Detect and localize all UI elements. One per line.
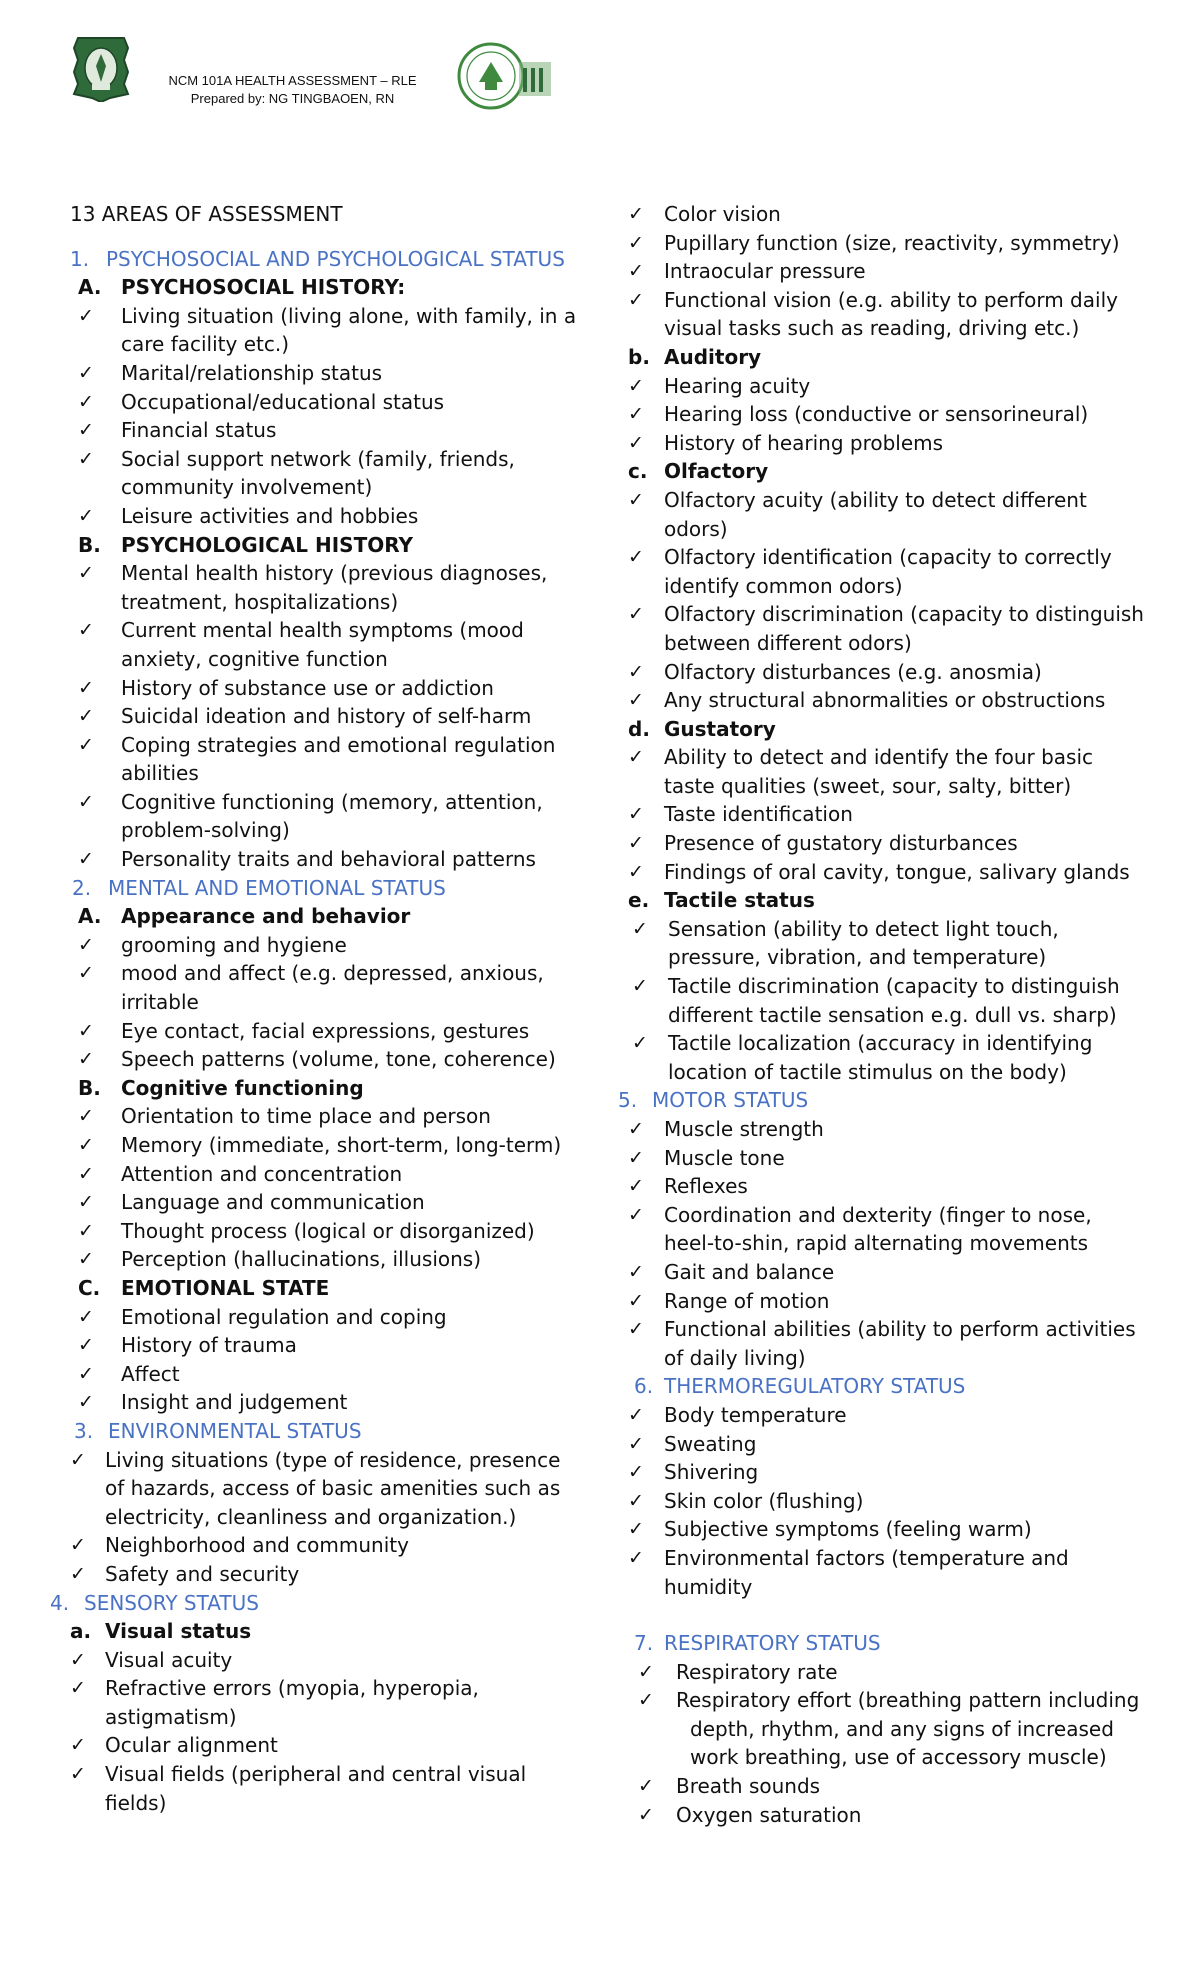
checklist-item-text: Perception (hallucinations, illusions) — [121, 1247, 482, 1272]
checklist-item-text: History of trauma — [121, 1333, 297, 1358]
checkmark-icon: ✓ — [78, 1105, 94, 1128]
checkmark-icon: ✓ — [628, 1432, 644, 1455]
checklist-item-text: Coordination and dexterity (finger to nose, heel-to-shin, rapid alternating movements — [664, 1202, 1092, 1256]
checkmark-icon: ✓ — [628, 860, 644, 883]
checklist-item — [628, 1172, 1148, 1201]
checklist-item-text: Olfactory discrimination (capacity to distinguish between different odors) — [664, 602, 1144, 655]
subsection-4a-title: Visual status — [105, 1619, 252, 1644]
checklist-item — [628, 229, 1148, 258]
checkmark-icon: ✓ — [78, 933, 94, 956]
checklist-item — [78, 1102, 580, 1131]
checklist-item — [78, 502, 580, 531]
checklist-item-text: mood and affect (e.g. depressed, anxious, irritable — [121, 961, 544, 1015]
subsection-4e-title: Tactile status — [664, 888, 815, 913]
checkmark-icon: ✓ — [70, 1448, 86, 1471]
checklist-item — [78, 1303, 580, 1332]
header-prepared-by: Prepared by: NG TINGBAOEN, RN — [190, 91, 395, 106]
checklist-item-text: Muscle strength — [664, 1117, 824, 1141]
checkmark-icon: ✓ — [628, 1318, 644, 1341]
checkmark-icon: ✓ — [628, 374, 644, 397]
checkmark-icon: ✓ — [70, 1648, 86, 1671]
subsection-1a-list — [70, 302, 580, 531]
document-header — [160, 72, 425, 108]
checklist-item-text: grooming and hygiene — [121, 932, 347, 957]
checklist-item-text: Living situations (type of residence, presence of hazards, access of basic amenities such as electricity, cleanliness and organization.) — [105, 1447, 561, 1529]
section-2-heading — [72, 874, 580, 903]
checklist-item — [628, 1458, 1148, 1487]
checklist-item-text: Functional vision (e.g. ability to perform daily visual tasks such as reading, driving etc.) — [664, 287, 1118, 341]
checklist-item-text: Hearing acuity — [664, 373, 811, 398]
checklist-item — [638, 1658, 1148, 1687]
section-7-list — [628, 1658, 1148, 1830]
checkmark-icon: ✓ — [78, 1362, 94, 1385]
checkmark-icon: ✓ — [632, 975, 648, 998]
checkmark-icon: ✓ — [628, 832, 644, 855]
checkmark-icon: ✓ — [78, 1334, 94, 1357]
checklist-item-text: Sweating — [664, 1431, 757, 1456]
checkmark-icon: ✓ — [78, 390, 94, 413]
right-column — [618, 200, 1148, 1829]
checklist-item — [78, 1331, 580, 1360]
checklist-item — [628, 1201, 1148, 1258]
checklist-item-text: Muscle tone — [664, 1145, 785, 1170]
checkmark-icon: ✓ — [78, 1162, 94, 1185]
subsection-2c-heading — [78, 1274, 580, 1303]
checklist-item-text: Respiratory rate — [676, 1659, 838, 1684]
checklist-item — [78, 731, 580, 788]
checklist-item-text: Range of motion — [664, 1288, 830, 1313]
checkmark-icon: ✓ — [78, 447, 94, 470]
checkmark-icon: ✓ — [628, 431, 644, 454]
section-5-number: 5. — [618, 1088, 638, 1113]
checklist-item-text: Intraocular pressure — [664, 259, 866, 284]
checkmark-icon: ✓ — [628, 1546, 644, 1569]
checklist-item-text: Gait and balance — [664, 1259, 835, 1284]
checkmark-icon: ✓ — [78, 733, 94, 756]
checklist-item-text: Cognitive functioning (memory, attention, problem-solving) — [121, 789, 543, 843]
section-4-number: 4. — [50, 1590, 70, 1615]
subsection-4b-letter: b. — [628, 344, 650, 369]
section-3-list — [70, 1446, 580, 1589]
checklist-item — [70, 1531, 580, 1560]
subsection-2a-heading — [78, 902, 580, 931]
checklist-item-text: Reflexes — [664, 1174, 748, 1199]
checkmark-icon: ✓ — [78, 562, 94, 585]
checklist-item-text: Tactile discrimination (capacity to distinguish different tactile sensation e.g. dull vs. sharp) — [668, 974, 1120, 1027]
checklist-item-text: Taste identification — [664, 802, 853, 827]
checklist-item — [632, 972, 1148, 1029]
checklist-item — [78, 788, 580, 845]
section-3-title: ENVIRONMENTAL STATUS — [108, 1418, 362, 1443]
checklist-item — [628, 257, 1148, 286]
checklist-item-text: Attention and concentration — [121, 1161, 403, 1186]
subsection-1b-heading — [78, 531, 580, 560]
checkmark-icon: ✓ — [78, 1134, 94, 1156]
checklist-item-text: Presence of gustatory disturbances — [664, 831, 1018, 856]
checklist-item — [70, 1646, 580, 1675]
checklist-item — [628, 1144, 1148, 1173]
checkmark-icon: ✓ — [628, 1518, 644, 1541]
checklist-item — [70, 1446, 580, 1532]
checklist-item — [628, 1115, 1148, 1144]
checklist-item — [628, 400, 1148, 429]
subsection-4c-title: Olfactory — [664, 459, 769, 484]
checkmark-icon: ✓ — [628, 746, 644, 769]
checklist-item-text: Leisure activities and hobbies — [121, 503, 419, 528]
checklist-item — [628, 600, 1148, 657]
checkmark-icon: ✓ — [78, 1305, 94, 1328]
checklist-item — [628, 1287, 1148, 1316]
checkmark-icon: ✓ — [628, 1146, 644, 1169]
subsection-2b-list — [70, 1102, 580, 1274]
checklist-item — [78, 445, 580, 502]
checklist-item-text: History of hearing problems — [664, 430, 944, 455]
checklist-item-text: Body temperature — [664, 1402, 847, 1427]
visual-status-continued-list — [628, 200, 1148, 343]
checklist-item-text: Subjective symptoms (feeling warm) — [664, 1517, 1032, 1542]
checklist-item-text: Current mental health symptoms (mood anxiety, cognitive function — [121, 618, 524, 671]
checkmark-icon: ✓ — [78, 962, 94, 985]
checkmark-icon: ✓ — [78, 419, 94, 442]
checkmark-icon: ✓ — [628, 1175, 644, 1198]
subsection-4d-list — [628, 743, 1148, 886]
subsection-1a-heading — [78, 273, 580, 302]
subsection-4a-list — [70, 1646, 580, 1818]
checklist-item-text: Visual acuity — [105, 1647, 233, 1672]
checklist-item — [78, 1131, 580, 1160]
section-5-heading — [618, 1086, 1148, 1115]
subsection-2a-letter: A. — [78, 904, 102, 929]
checkmark-icon: ✓ — [628, 660, 644, 683]
checklist-item-text: Shivering — [664, 1460, 759, 1485]
checklist-item — [638, 1686, 1148, 1772]
checkmark-icon: ✓ — [70, 1534, 86, 1557]
checkmark-icon: ✓ — [628, 1461, 644, 1484]
checkmark-icon: ✓ — [628, 1260, 644, 1283]
checklist-item-text: Ocular alignment — [105, 1733, 278, 1758]
checklist-item — [628, 486, 1148, 543]
checkmark-icon: ✓ — [628, 689, 644, 712]
section-6-number: 6. — [634, 1374, 654, 1399]
subsection-2c-title: EMOTIONAL STATE — [121, 1275, 330, 1300]
checklist-item-text: Pupillary function (size, reactivity, symmetry) — [664, 230, 1120, 255]
checklist-item — [628, 543, 1148, 600]
subsection-4a-letter: a. — [70, 1619, 92, 1644]
section-6-title: THERMOREGULATORY STATUS — [664, 1374, 966, 1399]
section-6-heading — [634, 1372, 1148, 1401]
section-4-title: SENSORY STATUS — [84, 1590, 259, 1615]
subsection-4a-heading — [70, 1617, 580, 1646]
checkmark-icon: ✓ — [70, 1677, 86, 1700]
checkmark-icon: ✓ — [628, 603, 644, 626]
checkmark-icon: ✓ — [638, 1803, 654, 1826]
document-title: 13 AREAS OF ASSESSMENT — [70, 202, 343, 226]
checklist-item-text: Visual fields (peripheral and central visual fields) — [105, 1762, 527, 1815]
section-5-list — [628, 1115, 1148, 1372]
checklist-item — [78, 845, 580, 874]
checkmark-icon: ✓ — [632, 917, 648, 940]
section-4-heading — [50, 1589, 580, 1618]
checklist-item-text: Occupational/educational status — [121, 389, 445, 414]
checklist-item — [628, 686, 1148, 715]
checklist-item-text: Breath sounds — [676, 1774, 821, 1799]
subsection-2b-heading — [78, 1074, 580, 1103]
checklist-item-text: History of substance use or addiction — [121, 675, 494, 700]
checklist-item-text: Tactile localization (accuracy in identifying location of tactile stimulus on the body) — [668, 1031, 1093, 1084]
section-6-list — [628, 1401, 1148, 1601]
checkmark-icon: ✓ — [628, 1403, 644, 1426]
checklist-item — [628, 658, 1148, 687]
checklist-item — [628, 1544, 1148, 1601]
subsection-4b-heading — [628, 343, 1148, 372]
checklist-item-text: Color vision — [664, 202, 781, 226]
checklist-item — [628, 1401, 1148, 1430]
checklist-item — [78, 1045, 580, 1074]
checklist-item-text: Social support network (family, friends, community involvement) — [121, 446, 515, 500]
checklist-item — [78, 1388, 580, 1417]
checklist-item — [628, 743, 1148, 800]
checkmark-icon: ✓ — [628, 403, 644, 426]
checklist-item-text: Affect — [121, 1361, 180, 1386]
checkmark-icon: ✓ — [628, 1289, 644, 1312]
checklist-item-text: Respiratory effort (breathing pattern including depth, rhythm, and any signs of increased work breathing, use of accessory muscle) — [676, 1688, 1140, 1770]
subsection-2b-title: Cognitive functioning — [121, 1075, 364, 1100]
checkmark-icon: ✓ — [628, 1489, 644, 1512]
checkmark-icon: ✓ — [638, 1689, 654, 1712]
checklist-item-text: Skin color (flushing) — [664, 1488, 864, 1513]
section-2-title: MENTAL AND EMOTIONAL STATUS — [108, 875, 446, 900]
checklist-item — [70, 1560, 580, 1589]
checklist-item-text: Financial status — [121, 418, 277, 443]
subsection-4c-heading — [628, 457, 1148, 486]
section-3-number: 3. — [74, 1418, 94, 1443]
checklist-item — [638, 1801, 1148, 1830]
checklist-item — [78, 559, 580, 616]
checklist-item-text: Safety and security — [105, 1561, 300, 1586]
section-1-title: PSYCHOSOCIAL AND PSYCHOLOGICAL STATUS — [106, 246, 565, 271]
checklist-item-text: Mental health history (previous diagnoses, treatment, hospitalizations) — [121, 561, 548, 614]
checkmark-icon: ✓ — [78, 676, 94, 699]
section-7-number: 7. — [634, 1631, 654, 1656]
checkmark-icon: ✓ — [638, 1660, 654, 1683]
checkmark-icon: ✓ — [70, 1763, 86, 1786]
checklist-item — [70, 1760, 580, 1817]
checkmark-icon: ✓ — [78, 619, 94, 642]
checklist-item — [78, 416, 580, 445]
checkmark-icon: ✓ — [78, 1191, 94, 1214]
subsection-4b-title: Auditory — [664, 344, 762, 369]
checklist-item — [78, 1160, 580, 1189]
checklist-item-text: Functional abilities (ability to perform activities of daily living) — [664, 1317, 1136, 1370]
checklist-item-text: Insight and judgement — [121, 1390, 348, 1415]
checklist-item-text: Marital/relationship status — [121, 360, 383, 385]
checklist-item — [78, 359, 580, 388]
checkmark-icon: ✓ — [78, 848, 94, 871]
checklist-item-text: Refractive errors (myopia, hyperopia, astigmatism) — [105, 1676, 479, 1729]
checklist-item-text: Speech patterns (volume, tone, coherence) — [121, 1047, 556, 1072]
checklist-item — [78, 931, 580, 960]
checkmark-icon: ✓ — [628, 488, 644, 511]
checklist-item — [628, 372, 1148, 401]
checklist-item-text: Emotional regulation and coping — [121, 1304, 447, 1329]
checklist-item — [78, 1017, 580, 1046]
checklist-item — [628, 1487, 1148, 1516]
checklist-item-text: Personality traits and behavioral patterns — [121, 847, 536, 872]
checklist-item — [628, 1515, 1148, 1544]
subsection-4b-list — [628, 372, 1148, 458]
left-column — [50, 200, 580, 1817]
checklist-item-text: Oxygen saturation — [676, 1802, 862, 1827]
checkmark-icon: ✓ — [628, 546, 644, 569]
checklist-item — [78, 302, 580, 359]
checklist-item — [78, 388, 580, 417]
checklist-item-text: Memory (immediate, short-term, long-term) — [121, 1133, 562, 1157]
checklist-item — [628, 800, 1148, 829]
section-1-heading — [70, 245, 580, 274]
subsection-2b-letter: B. — [78, 1075, 101, 1100]
subsection-1b-list — [70, 559, 580, 874]
section-5-title: MOTOR STATUS — [652, 1088, 809, 1113]
checkmark-icon: ✓ — [628, 231, 644, 254]
checkmark-icon: ✓ — [70, 1734, 86, 1757]
checkmark-icon: ✓ — [628, 288, 644, 311]
checklist-item — [628, 829, 1148, 858]
checklist-item-text: Findings of oral cavity, tongue, salivary glands — [664, 859, 1130, 884]
checklist-item — [70, 1674, 580, 1731]
checkmark-icon: ✓ — [78, 361, 94, 384]
subsection-4e-list — [628, 915, 1148, 1087]
subsection-1b-letter: B. — [78, 532, 101, 557]
subsection-4e-heading — [628, 886, 1148, 915]
checklist-item — [632, 1029, 1148, 1086]
subsection-2c-list — [70, 1303, 580, 1417]
checkmark-icon: ✓ — [78, 1248, 94, 1271]
checkmark-icon: ✓ — [70, 1562, 86, 1585]
checklist-item-text: Orientation to time place and person — [121, 1104, 491, 1129]
subsection-1a-title: PSYCHOSOCIAL HISTORY: — [121, 275, 406, 300]
checklist-item — [78, 959, 580, 1016]
checkmark-icon: ✓ — [78, 1219, 94, 1242]
subsection-4e-letter: e. — [628, 888, 650, 913]
section-2-number: 2. — [72, 875, 92, 900]
section-7-heading — [634, 1629, 1148, 1658]
checklist-item-text: Olfactory acuity (ability to detect different odors) — [664, 487, 1087, 541]
checklist-item-text: Environmental factors (temperature and humidity — [664, 1545, 1069, 1599]
checklist-item — [78, 674, 580, 703]
checklist-item — [628, 286, 1148, 343]
subsection-4c-list — [628, 486, 1148, 715]
checklist-item-text: Living situation (living alone, with family, in a care facility etc.) — [121, 303, 577, 357]
checklist-item — [78, 1217, 580, 1246]
checklist-item-text: Suicidal ideation and history of self-harm — [121, 704, 532, 729]
checklist-item-text: Olfactory disturbances (e.g. anosmia) — [664, 659, 1042, 684]
subsection-2a-title: Appearance and behavior — [121, 904, 411, 929]
checkmark-icon: ✓ — [628, 803, 644, 826]
subsection-4d-title: Gustatory — [664, 716, 776, 741]
checklist-item-text: Sensation (ability to detect light touch, pressure, vibration, and temperature) — [668, 916, 1059, 970]
checkmark-icon: ✓ — [628, 1203, 644, 1226]
checklist-item — [628, 200, 1148, 229]
subsection-2c-letter: C. — [78, 1275, 101, 1300]
subsection-2a-list — [70, 931, 580, 1074]
checklist-item — [628, 1430, 1148, 1459]
checklist-item — [628, 1315, 1148, 1372]
checklist-item — [78, 702, 580, 731]
checklist-item — [638, 1772, 1148, 1801]
checklist-item-text: Olfactory identification (capacity to correctly identify common odors) — [664, 545, 1112, 598]
checkmark-icon: ✓ — [78, 1391, 94, 1414]
checklist-item — [78, 1360, 580, 1389]
checklist-item — [78, 616, 580, 673]
checkmark-icon: ✓ — [632, 1032, 648, 1055]
subsection-4d-heading — [628, 715, 1148, 744]
section-7-title: RESPIRATORY STATUS — [664, 1631, 881, 1656]
checklist-item-text: Thought process (logical or disorganized) — [121, 1218, 535, 1243]
checkmark-icon: ✓ — [628, 203, 644, 225]
subsection-4d-letter: d. — [628, 716, 650, 741]
checklist-item-text: Coping strategies and emotional regulation abilities — [121, 732, 556, 786]
school-seal-logo — [70, 32, 132, 102]
checklist-item — [78, 1245, 580, 1274]
section-3-heading — [74, 1417, 580, 1446]
checklist-item — [78, 1188, 580, 1217]
checkmark-icon: ✓ — [78, 504, 94, 527]
checklist-item — [632, 915, 1148, 972]
checklist-item — [628, 1258, 1148, 1287]
checkmark-icon: ✓ — [78, 304, 94, 327]
checkmark-icon: ✓ — [78, 705, 94, 728]
checklist-item — [70, 1731, 580, 1760]
checklist-item — [628, 429, 1148, 458]
checklist-item — [628, 858, 1148, 887]
checkmark-icon: ✓ — [628, 1118, 644, 1140]
section-1-number: 1. — [70, 246, 90, 271]
checkmark-icon: ✓ — [638, 1775, 654, 1798]
checklist-item-text: Eye contact, facial expressions, gestures — [121, 1018, 530, 1043]
checkmark-icon: ✓ — [78, 1048, 94, 1071]
checklist-item-text: Any structural abnormalities or obstructions — [664, 688, 1106, 713]
checkmark-icon: ✓ — [78, 790, 94, 813]
checklist-item-text: Language and communication — [121, 1190, 425, 1215]
checklist-item-text: Hearing loss (conductive or sensorineural) — [664, 402, 1089, 427]
checklist-item-text: Ability to detect and identify the four basic taste qualities (sweet, sour, salty, bitter) — [664, 745, 1093, 798]
header-course-title: NCM 101A HEALTH ASSESSMENT – RLE — [168, 73, 417, 88]
checkmark-icon: ✓ — [628, 260, 644, 283]
university-seal-logo — [455, 32, 553, 122]
checkmark-icon: ✓ — [78, 1019, 94, 1042]
subsection-1a-letter: A. — [78, 275, 102, 300]
checklist-item-text: Neighborhood and community — [105, 1533, 409, 1558]
subsection-1b-title: PSYCHOLOGICAL HISTORY — [121, 532, 414, 557]
subsection-4c-letter: c. — [628, 459, 648, 484]
